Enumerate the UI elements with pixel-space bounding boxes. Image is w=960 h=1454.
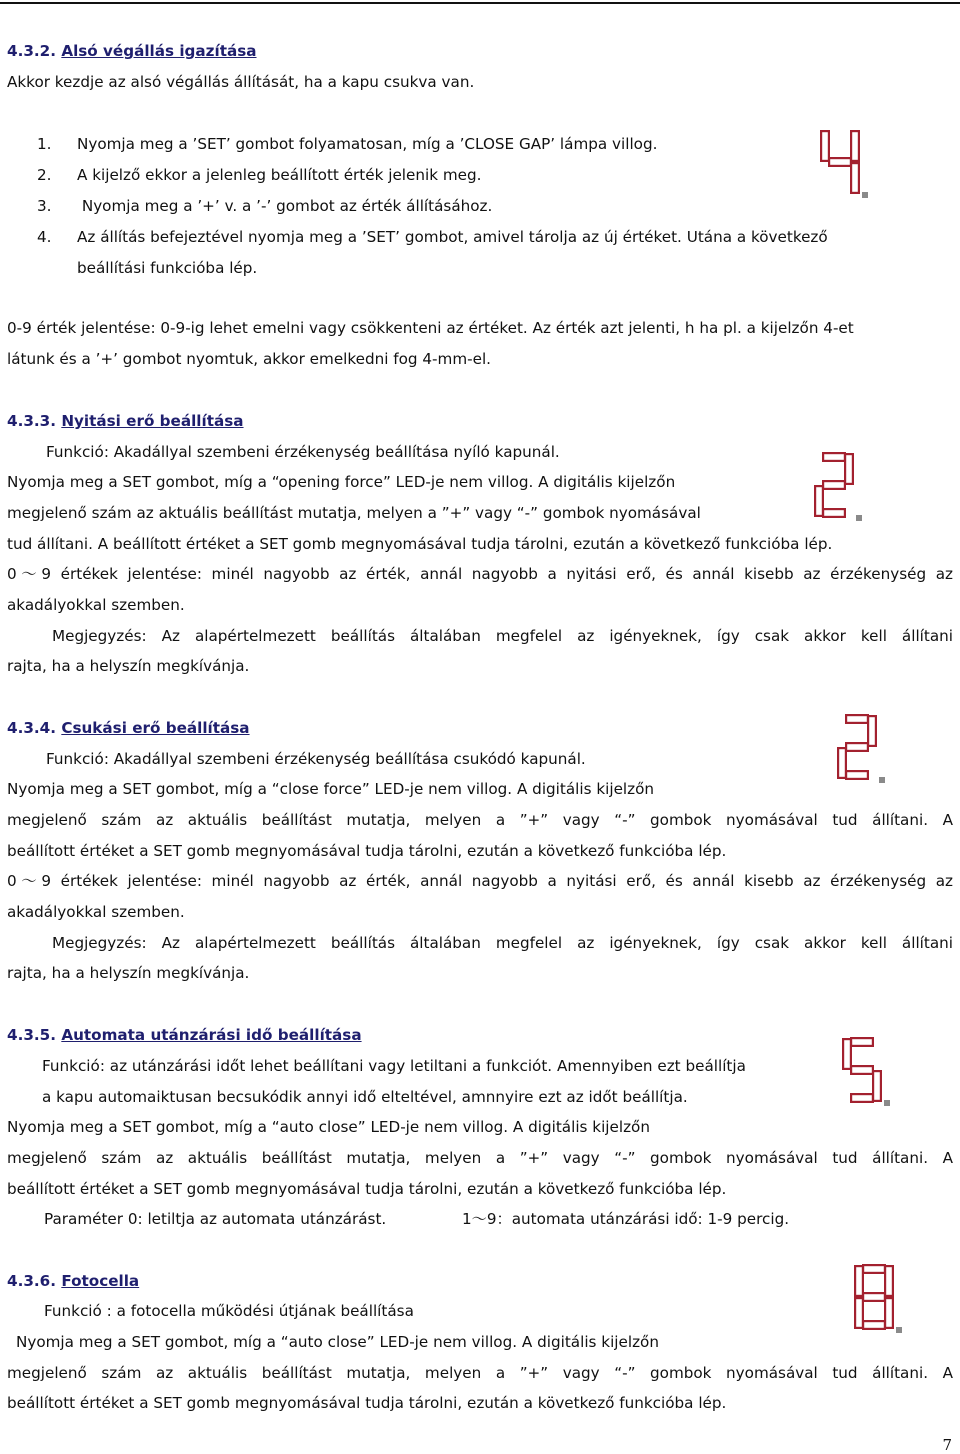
- note-text: Megjegyzés: Az alapértelmezett beállítás általában megfelel az igényeknek, így csak akkor kell állítani: [52, 934, 953, 952]
- body-line: beállított értéket a SET gomb megnyomásával tudja tárolni, ezután a következő funkcióba lép.: [7, 1180, 727, 1198]
- segment-g: [845, 742, 869, 752]
- segment-a: [862, 1264, 886, 1274]
- body-line: Nyomja meg a SET gombot, míg a “close force” LED-je nem villog. A digitális kijelzőn: [7, 780, 655, 798]
- param-text: 1～9：automata utánzárási idő: 1-9 percig.: [462, 1210, 790, 1228]
- segment-c: [884, 1297, 894, 1329]
- function-text: Funkció: Akadállyal szembeni érzékenység beállítása nyíló kapunál.: [46, 443, 560, 461]
- list-item: 4. Az állítás befejeztével nyomja meg a ’SET’ gombot, amivel tárolja az új értéket. Utána a következő: [37, 228, 828, 246]
- body-line: Nyomja meg a SET gombot, míg a “opening force” LED-je nem villog. A digitális kijelzőn: [7, 473, 676, 491]
- segment-g: [828, 157, 852, 167]
- segment-g: [850, 1065, 874, 1075]
- segment-b: [884, 1265, 894, 1297]
- body-line: Nyomja meg a SET gombot, míg a “auto close” LED-je nem villog. A digitális kijelzőn: [16, 1333, 659, 1351]
- note-text: rajta, ha a helyszín megkívánja.: [7, 964, 250, 982]
- body-line: megjelenő szám az aktuális beállítást mutatja, melyen a ”+” vagy “-” gombok nyomásával tud állítani. A: [7, 1149, 953, 1167]
- list-item: 2. A kijelző ekkor a jelenleg beállított érték jelenik meg.: [37, 166, 482, 184]
- param-text: Paraméter 0: letiltja az automata utánzárást.: [44, 1210, 387, 1228]
- segment-f: [854, 1265, 864, 1297]
- body-line: beállított értéket a SET gomb megnyomásával tudja tárolni, ezután a következő funkcióba lép.: [7, 842, 727, 860]
- seven-segment-display: [818, 127, 870, 205]
- segment-f: [842, 1038, 852, 1070]
- segment-f: [820, 130, 830, 162]
- seven-segment-digit: [840, 1035, 892, 1109]
- segment-d: [822, 508, 846, 518]
- decimal-point: [884, 1100, 890, 1106]
- body-line: tud állítani. A beállított értéket a SET gomb megnyomásával tudja tárolni, ezután a következő funkcióba lép.: [7, 535, 833, 553]
- segment-d: [850, 1093, 874, 1103]
- segment-e: [837, 747, 847, 779]
- intro-4-3-2: Akkor kezdje az alsó végállás állítását, ha a kapu csukva van.: [7, 73, 475, 91]
- body-line: Nyomja meg a SET gombot, míg a “auto close” LED-je nem villog. A digitális kijelzőn: [7, 1118, 650, 1136]
- note-text: rajta, ha a helyszín megkívánja.: [7, 657, 250, 675]
- list-item: 1. Nyomja meg a ’SET’ gombot folyamatosan, míg a ’CLOSE GAP’ lámpa villog.: [37, 135, 658, 153]
- segment-c: [850, 162, 860, 194]
- heading-4-3-5: 4.3.5. Automata utánzárási idő beállítása: [7, 1026, 362, 1044]
- segment-g: [822, 480, 846, 490]
- note-line: 0-9 érték jelentése: 0-9-ig lehet emelni vagy csökkenteni az értéket. Az érték azt jelenti, h ha pl. a kijelzőn 4-et: [7, 319, 854, 337]
- heading-4-3-2: 4.3.2. Alsó végállás igazítása: [7, 42, 257, 60]
- segment-c: [872, 1070, 882, 1102]
- seven-segment-digit: [835, 712, 887, 786]
- seven-segment-display: [852, 1262, 904, 1340]
- list-item: 3. Nyomja meg a ’+’ v. a ’-’ gombot az érték állításához.: [37, 197, 493, 215]
- note-line: látunk és a ’+’ gombot nyomtuk, akkor emelkedni fog 4-mm-el.: [7, 350, 491, 368]
- decimal-point: [856, 515, 862, 521]
- page-number: 7: [942, 1436, 952, 1454]
- body-line: megjelenő szám az aktuális beállítást mutatja, melyen a ”+” vagy “-” gombok nyomásával: [7, 504, 701, 522]
- function-text: Funkció: Akadállyal szembeni érzékenység beállítása csukódó kapunál.: [46, 750, 586, 768]
- body-line: akadályokkal szemben.: [7, 903, 185, 921]
- decimal-point: [896, 1327, 902, 1333]
- heading-4-3-6: 4.3.6. Fotocella: [7, 1272, 140, 1290]
- segment-b: [867, 715, 877, 747]
- segment-g: [862, 1292, 886, 1302]
- seven-segment-display: [840, 1035, 892, 1113]
- function-text: Funkció: az utánzárási időt lehet beállítani vagy letiltani a funkciót. Amennyiben ezt beállítja: [42, 1057, 746, 1075]
- body-line: 0～9 értékek jelentése: minél nagyobb az érték, annál nagyobb a nyitási erő, és annál kisebb az érzékenység az: [7, 565, 953, 583]
- top-rule: [0, 2, 960, 4]
- segment-a: [822, 452, 846, 462]
- heading-4-3-3: 4.3.3. Nyitási erő beállítása: [7, 412, 244, 430]
- segment-e: [814, 485, 824, 517]
- segment-d: [845, 770, 869, 780]
- seven-segment-display: [812, 450, 864, 528]
- segment-a: [850, 1037, 874, 1047]
- list-item-continuation: beállítási funkcióba lép.: [77, 259, 258, 277]
- decimal-point: [862, 192, 868, 198]
- heading-4-3-4: 4.3.4. Csukási erő beállítása: [7, 719, 250, 737]
- body-line: beállított értéket a SET gomb megnyomásával tudja tárolni, ezután a következő funkcióba lép.: [7, 1394, 727, 1412]
- note-text: Megjegyzés: Az alapértelmezett beállítás általában megfelel az igényeknek, így csak akkor kell állítani: [52, 627, 953, 645]
- body-line: megjelenő szám az aktuális beállítást mutatja, melyen a ”+” vagy “-” gombok nyomásával tud állítani. A: [7, 811, 953, 829]
- segment-e: [854, 1297, 864, 1329]
- seven-segment-digit: [812, 450, 864, 524]
- body-line: megjelenő szám az aktuális beállítást mutatja, melyen a ”+” vagy “-” gombok nyomásával tud állítani. A: [7, 1364, 953, 1382]
- seven-segment-digit: [818, 127, 870, 201]
- segment-b: [850, 130, 860, 162]
- body-line: 0～9 értékek jelentése: minél nagyobb az érték, annál nagyobb a nyitási erő, és annál kisebb az érzékenység az: [7, 872, 953, 890]
- decimal-point: [879, 777, 885, 783]
- segment-b: [844, 453, 854, 485]
- seven-segment-display: [835, 712, 887, 790]
- segment-d: [862, 1320, 886, 1330]
- function-text: a kapu automaiktusan becsukódik annyi idő elteltével, amnnyire ezt az időt beállítja.: [42, 1088, 688, 1106]
- seven-segment-digit: [852, 1262, 904, 1336]
- body-line: akadályokkal szemben.: [7, 596, 185, 614]
- segment-a: [845, 714, 869, 724]
- function-text: Funkció : a fotocella működési útjának beállítása: [44, 1302, 414, 1320]
